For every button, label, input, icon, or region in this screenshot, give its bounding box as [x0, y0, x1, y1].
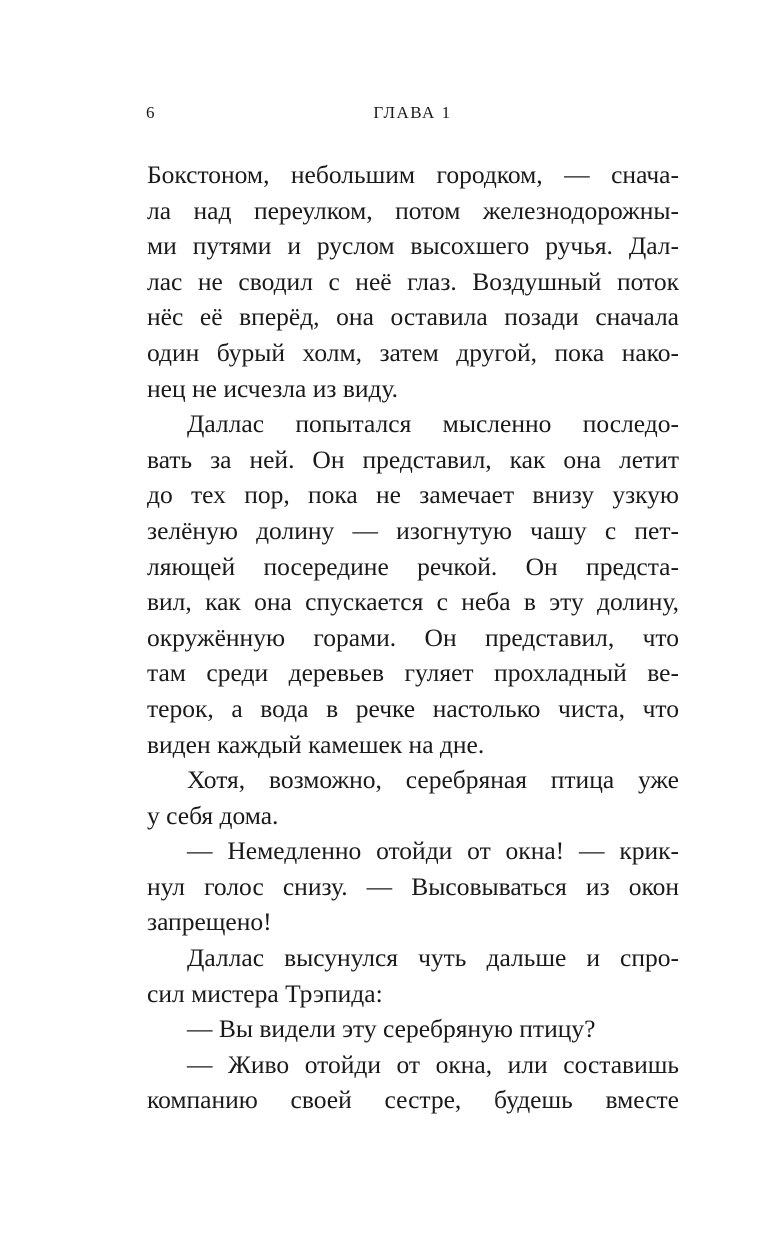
text-line: зелёную долину — изогнутую чашу с пет-: [147, 515, 679, 545]
text-line: нул голос снизу. — Высовываться из окон: [147, 871, 679, 901]
text-line: один бурый холм, затем другой, пока нако-: [147, 337, 679, 367]
text-line: Хотя, возможно, серебряная птица уже: [187, 765, 679, 795]
text-line: — Вы видели эту серебряную птицу?: [187, 1014, 596, 1044]
page-header: [146, 101, 679, 125]
text-line: Бокстоном, небольшим городком, — снача-: [147, 160, 679, 189]
text-line: лас не сводил с неё глаз. Воздушный поток: [147, 266, 679, 296]
text-line: до тех пор, пока не замечает внизу узкую: [147, 480, 679, 510]
body-text: [147, 157, 679, 1118]
text-line: ла над переулком, потом железнодорожны-: [147, 195, 679, 225]
text-line: ляющей посередине речкой. Он предста-: [147, 551, 679, 581]
text-line: виден каждый камешек на дне.: [147, 729, 485, 759]
text-line: запрещено!: [147, 907, 272, 937]
text-line: Даллас попытался мысленно последо-: [187, 409, 679, 439]
text-line: у себя дома.: [147, 800, 279, 830]
text-line: компанию своей сестре, будешь вместе: [147, 1085, 679, 1115]
text-line: терок, а вода в речке настолько чиста, что: [147, 693, 679, 723]
text-line: там среди деревьев гуляет прохладный ве-: [147, 658, 679, 688]
text-line: — Живо отойди от окна, или составишь: [187, 1049, 679, 1079]
text-line: сил мистера Трэпида:: [147, 978, 383, 1008]
page-number: 6: [146, 103, 156, 122]
text-line: окружённую горами. Он представил, что: [147, 622, 679, 652]
text-line: нец не исчезла из виду.: [147, 373, 399, 403]
text-line: вать за ней. Он представил, как она летит: [147, 444, 679, 474]
text-line: ми путями и руслом высохшего ручья. Дал-: [147, 231, 679, 261]
text-line: нёс её вперёд, она оставила позади сначала: [147, 302, 679, 332]
text-line: вил, как она спускается с неба в эту долину,: [147, 587, 679, 617]
text-line: Даллас высунулся чуть дальше и спро-: [187, 943, 679, 973]
text-line: — Немедленно отойди от окна! — крик-: [187, 836, 679, 866]
chapter-running-head: ГЛАВА 1: [373, 103, 452, 122]
